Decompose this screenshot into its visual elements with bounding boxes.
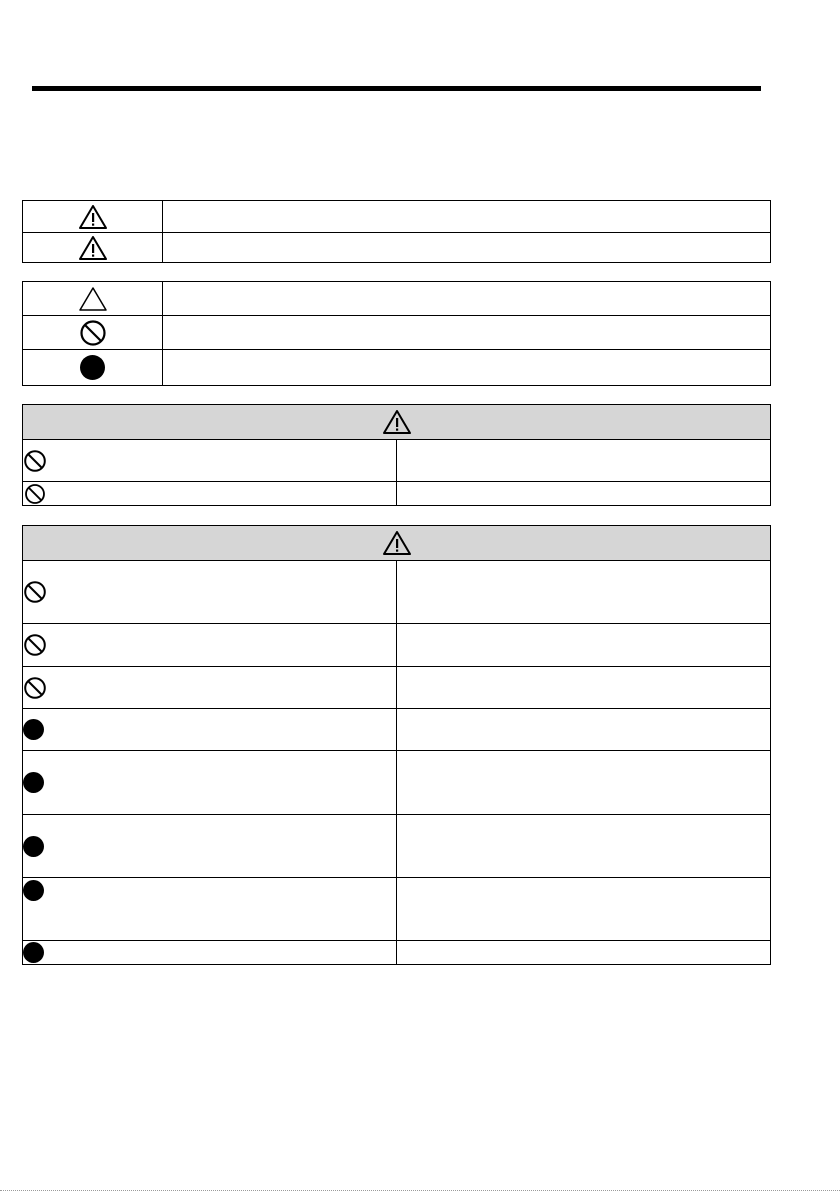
mandatory-action-icon	[80, 355, 105, 380]
icon-cell	[23, 941, 397, 965]
section-two-text	[397, 667, 771, 709]
mandatory-action-icon	[23, 772, 44, 793]
symbol-legend-text	[163, 282, 771, 316]
mandatory-action-icon	[23, 719, 44, 740]
signal-word-text	[163, 201, 771, 233]
section-two-row	[23, 751, 771, 815]
icon-cell	[23, 561, 397, 624]
top-rule	[32, 86, 761, 91]
symbol-legend-table	[22, 281, 771, 386]
page-bottom-edge	[0, 1190, 840, 1191]
section-two-row	[23, 709, 771, 751]
icon-cell	[23, 709, 397, 751]
signal-word-text	[163, 233, 771, 263]
signal-word-row	[23, 201, 771, 233]
section-two-row	[23, 561, 771, 624]
icon-cell	[23, 282, 163, 316]
warning-triangle-icon	[382, 530, 412, 556]
section-two-text	[397, 751, 771, 815]
section-one-header	[23, 405, 771, 440]
section-one-text	[397, 482, 771, 506]
warning-triangle-icon	[382, 409, 412, 435]
section-two-text	[397, 709, 771, 751]
section-header-cell	[23, 526, 771, 561]
symbol-legend-text	[163, 350, 771, 386]
section-one-row	[23, 482, 771, 506]
icon-cell	[23, 316, 163, 350]
icon-cell	[23, 482, 397, 506]
section-one-row	[23, 440, 771, 482]
symbol-legend-row	[23, 316, 771, 350]
section-one-table	[22, 404, 771, 506]
icon-cell	[23, 233, 163, 263]
icon-cell	[23, 350, 163, 386]
warning-triangle-icon	[78, 235, 108, 261]
section-two-text	[397, 561, 771, 624]
prohibited-icon	[23, 580, 47, 604]
prohibited-icon	[23, 449, 47, 473]
section-two-text	[397, 941, 771, 965]
section-two-row	[23, 941, 771, 965]
section-two-row	[23, 878, 771, 941]
icon-cell	[23, 878, 397, 941]
icon-cell	[23, 815, 397, 878]
section-header-cell	[23, 405, 771, 440]
symbol-legend-text	[163, 316, 771, 350]
section-two-row	[23, 667, 771, 709]
symbol-legend-row	[23, 350, 771, 386]
signal-word-row	[23, 233, 771, 263]
caution-triangle-icon	[78, 286, 108, 312]
section-two-table	[22, 525, 771, 965]
section-two-row	[23, 624, 771, 667]
prohibited-icon	[23, 633, 47, 657]
prohibited-icon	[79, 319, 107, 347]
icon-cell	[23, 667, 397, 709]
prohibited-icon	[23, 483, 47, 505]
warning-triangle-icon	[78, 204, 108, 230]
mandatory-action-icon	[23, 942, 44, 963]
icon-cell	[23, 751, 397, 815]
mandatory-action-icon	[23, 880, 44, 901]
icon-cell	[23, 624, 397, 667]
mandatory-action-icon	[23, 836, 44, 857]
signal-word-table	[22, 200, 771, 263]
icon-cell	[23, 440, 397, 482]
icon-cell	[23, 201, 163, 233]
section-two-header	[23, 526, 771, 561]
section-two-text	[397, 878, 771, 941]
symbol-legend-row	[23, 282, 771, 316]
section-two-text	[397, 624, 771, 667]
prohibited-icon	[23, 676, 47, 700]
section-two-text	[397, 815, 771, 878]
section-two-row	[23, 815, 771, 878]
section-one-text	[397, 440, 771, 482]
